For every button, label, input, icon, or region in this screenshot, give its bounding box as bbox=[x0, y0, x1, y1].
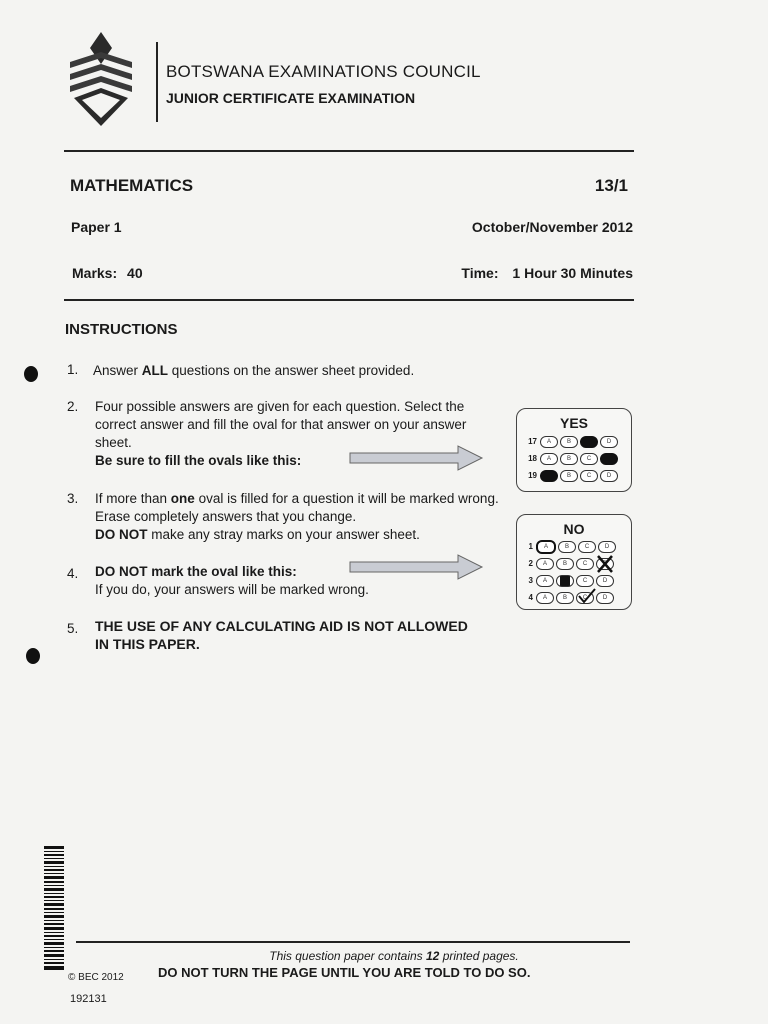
arrow-right-icon bbox=[348, 445, 484, 471]
oval-d: D bbox=[598, 541, 616, 553]
instruction-4 bbox=[95, 563, 369, 599]
oval-d: D bbox=[600, 436, 618, 448]
oval-a: A bbox=[536, 540, 556, 554]
instruction-3-bold: DO NOT bbox=[95, 527, 148, 542]
answer-row bbox=[519, 589, 631, 606]
instruction-3-line bbox=[95, 526, 499, 544]
oval-b: B bbox=[560, 470, 578, 482]
instruction-2-line: Four possible answers are given for each question. Select the bbox=[95, 399, 465, 414]
exam-session: October/November 2012 bbox=[471, 219, 633, 235]
filled-oval bbox=[540, 470, 558, 482]
row-number: 3 bbox=[528, 576, 533, 585]
mid-rule bbox=[64, 299, 634, 301]
marks-label bbox=[72, 265, 143, 281]
oval-c: C bbox=[578, 541, 596, 553]
filled-oval bbox=[600, 453, 618, 465]
answer-row bbox=[519, 572, 631, 589]
instruction-3-post: make any stray marks on your answer sheet. bbox=[147, 527, 420, 542]
oval-b: B bbox=[560, 453, 578, 465]
instruction-3-post: oval is filled for a question it will be marked wrong. bbox=[194, 491, 499, 506]
oval-b: B bbox=[558, 541, 576, 553]
answer-row bbox=[519, 538, 631, 555]
bec-logo bbox=[62, 30, 140, 128]
council-name: BOTSWANA EXAMINATIONS COUNCIL bbox=[166, 62, 481, 81]
ticked-oval bbox=[576, 592, 594, 604]
instruction-1-bold: ALL bbox=[141, 363, 169, 378]
instruction-5 bbox=[95, 617, 468, 653]
instruction-5-line: IN THIS PAPER. bbox=[95, 636, 200, 652]
yes-example-box bbox=[516, 408, 632, 492]
cross-mark-icon bbox=[596, 554, 614, 574]
answer-row bbox=[523, 433, 631, 450]
oval-a: A bbox=[540, 436, 558, 448]
instruction-2-number: 2. bbox=[67, 399, 79, 414]
instruction-3 bbox=[95, 490, 499, 544]
filled-oval bbox=[580, 436, 598, 448]
oval-b: B bbox=[556, 592, 574, 604]
footer-rule bbox=[76, 941, 630, 943]
instruction-3-number: 3. bbox=[67, 491, 79, 506]
row-number: 17 bbox=[528, 437, 537, 446]
exam-name: JUNIOR CERTIFICATE EXAMINATION bbox=[166, 90, 416, 106]
top-rule bbox=[64, 150, 634, 152]
instruction-3-line bbox=[95, 490, 499, 508]
paper-code: 13/1 bbox=[594, 176, 628, 195]
yes-title: YES bbox=[559, 415, 588, 431]
row-number: 19 bbox=[528, 471, 537, 480]
instruction-3-pre: If more than bbox=[95, 491, 171, 506]
instruction-1-post: questions on the answer sheet provided. bbox=[168, 363, 415, 378]
note-page-count: 12 bbox=[426, 949, 440, 963]
time-value: 1 Hour 30 Minutes bbox=[512, 265, 633, 281]
instructions-heading: INSTRUCTIONS bbox=[65, 321, 178, 338]
no-example-box bbox=[516, 514, 632, 610]
oval-c: C bbox=[576, 575, 594, 587]
footer-warning: DO NOT TURN THE PAGE UNTIL YOU ARE TOLD TO DO SO. bbox=[158, 965, 531, 980]
oval-b: B bbox=[556, 558, 574, 570]
punch-hole bbox=[24, 366, 38, 382]
paper-label: Paper 1 bbox=[71, 219, 122, 235]
serial-number: 192131 bbox=[70, 993, 107, 1005]
instruction-3-bold: one bbox=[170, 491, 195, 506]
punch-hole bbox=[26, 648, 40, 664]
oval-c: C bbox=[582, 594, 588, 601]
page-count-note bbox=[0, 949, 768, 963]
row-number: 2 bbox=[528, 559, 533, 568]
instruction-2-line: sheet. bbox=[95, 435, 132, 450]
oval-d: D bbox=[600, 470, 618, 482]
instruction-1 bbox=[93, 362, 414, 380]
tick-mark-icon bbox=[577, 587, 597, 605]
answer-row bbox=[523, 450, 631, 467]
oval-d: D bbox=[596, 575, 614, 587]
answer-row bbox=[519, 555, 631, 572]
instruction-1-number: 1. bbox=[67, 362, 79, 377]
note-pre: This question paper contains bbox=[269, 949, 426, 963]
row-number: 1 bbox=[528, 542, 533, 551]
row-number: 18 bbox=[528, 454, 537, 463]
instruction-4-emphasis: DO NOT mark the oval like this: bbox=[95, 564, 297, 579]
instruction-2-emphasis: Be sure to fill the ovals like this: bbox=[95, 453, 302, 468]
oval-d: D bbox=[596, 592, 614, 604]
marks-value: 40 bbox=[127, 265, 143, 281]
note-post: printed pages. bbox=[439, 949, 519, 963]
oval-a: A bbox=[536, 558, 554, 570]
no-title: NO bbox=[563, 521, 585, 537]
instruction-4-number: 4. bbox=[67, 566, 79, 581]
subject-title: MATHEMATICS bbox=[70, 176, 194, 195]
oval-a: A bbox=[536, 575, 554, 587]
answer-row bbox=[523, 467, 631, 484]
row-number: 4 bbox=[528, 593, 533, 602]
copyright: © BEC 2012 bbox=[68, 972, 124, 983]
instruction-5-number: 5. bbox=[67, 621, 79, 636]
oval-c: C bbox=[576, 558, 594, 570]
oval-a: A bbox=[540, 453, 558, 465]
partially-filled-oval bbox=[556, 575, 574, 587]
crossed-oval bbox=[596, 558, 614, 570]
time-label bbox=[461, 265, 633, 281]
marks-label-text: Marks: bbox=[72, 265, 118, 281]
instruction-4-line: If you do, your answers will be marked wrong. bbox=[95, 582, 369, 597]
time-label-text: Time: bbox=[461, 265, 499, 281]
oval-a: A bbox=[536, 592, 554, 604]
header-divider bbox=[156, 42, 158, 122]
oval-b: B bbox=[560, 436, 578, 448]
instruction-3-line: Erase completely answers that you change. bbox=[95, 509, 357, 524]
instruction-1-pre: Answer bbox=[93, 363, 142, 378]
oval-c: C bbox=[580, 470, 598, 482]
instruction-5-line: THE USE OF ANY CALCULATING AID IS NOT ALLOWED bbox=[95, 618, 468, 634]
oval-c: C bbox=[580, 453, 598, 465]
instruction-2-line: correct answer and fill the oval for that answer on your answer bbox=[95, 417, 467, 432]
